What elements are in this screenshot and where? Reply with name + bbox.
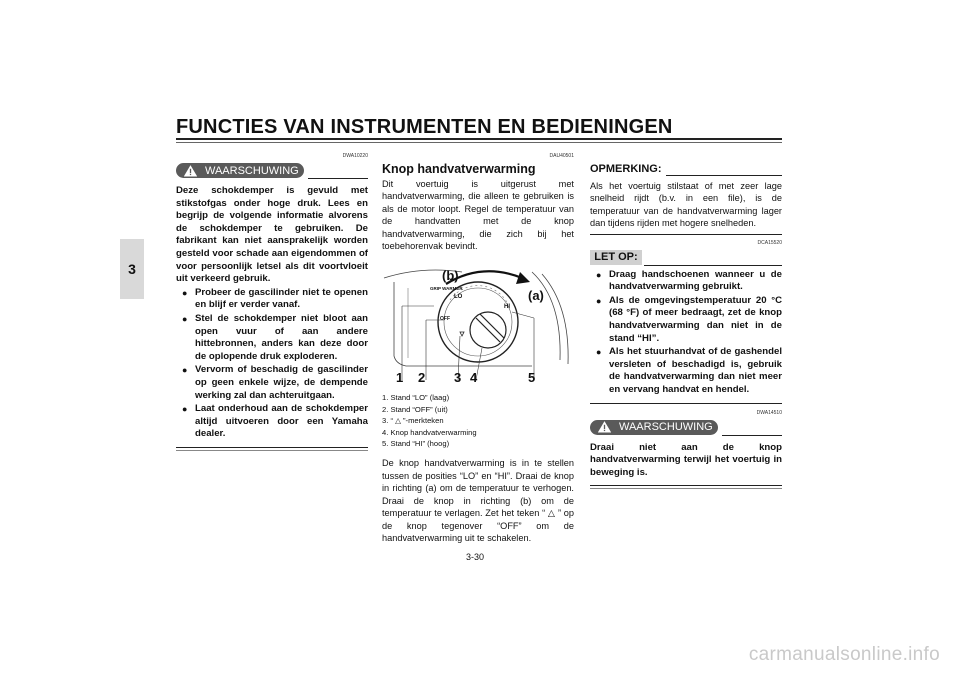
note-title: OPMERKING:: [590, 163, 662, 175]
warning-rule: [308, 178, 368, 179]
warning2-code: DWA14510: [756, 409, 782, 416]
knob-lo-label: LO: [454, 294, 463, 301]
warning2-header: [590, 420, 782, 438]
section-tab: 3: [120, 239, 144, 299]
note-rule: [666, 175, 782, 176]
caution-bullet: ● Draag handschoenen wanneer u de handvatverwarming gebruikt.: [596, 269, 782, 294]
warning2-badge: [590, 420, 718, 435]
caution-bullet: ● Als het stuurhandvat of de gashendel versleten of beschadigd is, gebruik de handvatverwarming dan niet meer en vervang handvat en hendel.: [596, 346, 782, 396]
callout-number: 4: [470, 370, 478, 386]
grip-warmer-figure: [382, 260, 574, 388]
caution-badge: LET OP:: [590, 250, 642, 265]
left-column: [176, 150, 368, 451]
warning-triangle-icon: [184, 165, 197, 177]
callout-number: 5: [528, 370, 536, 386]
grip-warmer-illustration: [382, 260, 574, 388]
warning-label: WAARSCHUWING: [205, 164, 299, 177]
page-title: FUNCTIES VAN INSTRUMENTEN EN BEDIENINGEN: [176, 116, 673, 138]
warning-code: DWA10220: [342, 153, 368, 159]
note-body: Als het voertuig stilstaat of met zeer lage snelheid rijdt (b.v. in een file), is de temperatuur van de handvatverwarming lager dan tijdens rijden met hogere snelheden.: [590, 181, 782, 229]
right-column: [590, 150, 782, 489]
caution-header: [590, 250, 782, 266]
legend-item: 5. Stand “HI” (hoog): [382, 439, 450, 449]
header-rule: [176, 138, 782, 140]
legend-item: 3. “ △ ”-merkteken: [382, 416, 444, 426]
callout-number: 3: [454, 370, 462, 386]
warning2-rule: [722, 435, 782, 436]
direction-label-a: (a): [528, 288, 544, 304]
knob-off-label: OFF: [440, 316, 450, 323]
warning-end-rule: [176, 447, 368, 448]
warning-end-rule-thin: [176, 450, 368, 451]
caution-bullet-list: [590, 269, 782, 397]
legend-item: 1. Stand “LO” (laag): [382, 393, 450, 403]
caution-bullet: ● Als de omgevingstemperatuur 20 °C (68 °F) of meer bedraagt, zet de knop handvatverwarming dan niet in de stand “HI”.: [596, 295, 782, 345]
caution-end-rule: [590, 403, 782, 404]
note-header: [590, 163, 782, 177]
warning-intro: Deze schokdemper is gevuld met stikstofgas onder hoge druk. Lees en begrijp de volgende informatie alvorens de schokdemper te gebruiken. De fabrikant kan niet aansprakelijk worden gesteld voor schade aan eigendommen of voor persoonlijk letsel als dit voortvloeit uit verkeerd gebruik.: [176, 185, 368, 285]
section-intro: Dit voertuig is uitgerust met handvatverwarming, die alleen te gebruiken is als de motor loopt. Regel de temperatuur van de handvatten met de knop handvatverwarming, die zich bij het toebehorenvak bevindt.: [382, 179, 574, 252]
watermark: carmanualsonline.info: [748, 644, 940, 665]
warning-bullet-list: [176, 287, 368, 441]
knob-hi-label: HI: [504, 304, 510, 311]
warning-bullet: ● Vervorm of beschadig de gascilinder op geen enkele wijze, de dempende werking zal dan achteruitgaan.: [182, 364, 368, 402]
warning-bullet: ● Probeer de gascilinder niet te openen en blijf er verder vanaf.: [182, 287, 368, 312]
knob-title: GRIP WARMER: [430, 286, 463, 292]
warning-triangle-icon: [598, 421, 611, 433]
warning-bullet: ● Laat onderhoud aan de schokdemper altijd uitvoeren door een Yamaha dealer.: [182, 403, 368, 441]
callout-number: 1: [396, 370, 404, 386]
legend-item: 2. Stand “OFF” (uit): [382, 404, 448, 414]
warning-bullet: ● Stel de schokdemper niet bloot aan open vuur of aan andere hittebronnen, anders kan deze door de oplopende druk exploderen.: [182, 313, 368, 363]
middle-column: [382, 150, 574, 544]
callout-number: 2: [418, 370, 426, 386]
warning2-body: Draai niet aan de knop handvatverwarming terwijl het voertuig in beweging is.: [590, 441, 782, 478]
warning2-label: WAARSCHUWING: [619, 421, 713, 434]
section-body: De knop handvatverwarming is in te stellen tussen de posities “LO” en “HI”. Draai de knop in richting (a) om de temperatuur te verhogen. Draai de knop in richting (b) om de temperatuur te verlagen. Zet het teken “ △ ” op de knop tegenover “OFF” om de handvatverwarming uit te schakelen.: [382, 458, 574, 543]
direction-label-b: (b): [442, 268, 459, 284]
page-number: 3-30: [466, 552, 485, 562]
note-end-rule: [590, 234, 782, 235]
caution-rule: [644, 265, 782, 266]
warning2-end-rule: [590, 485, 782, 486]
warning-badge: [176, 163, 304, 178]
warning2-end-rule-thin: [590, 488, 782, 489]
header-rule-thin: [176, 142, 782, 143]
legend-item: 4. Knop handvatverwarming: [382, 427, 477, 437]
section-code: DAU40501: [549, 153, 574, 159]
caution-code: DCA15520: [757, 239, 782, 246]
figure-legend: [382, 392, 574, 449]
section-title: Knop handvatverwarming: [382, 162, 536, 176]
warning-header: [176, 163, 368, 181]
